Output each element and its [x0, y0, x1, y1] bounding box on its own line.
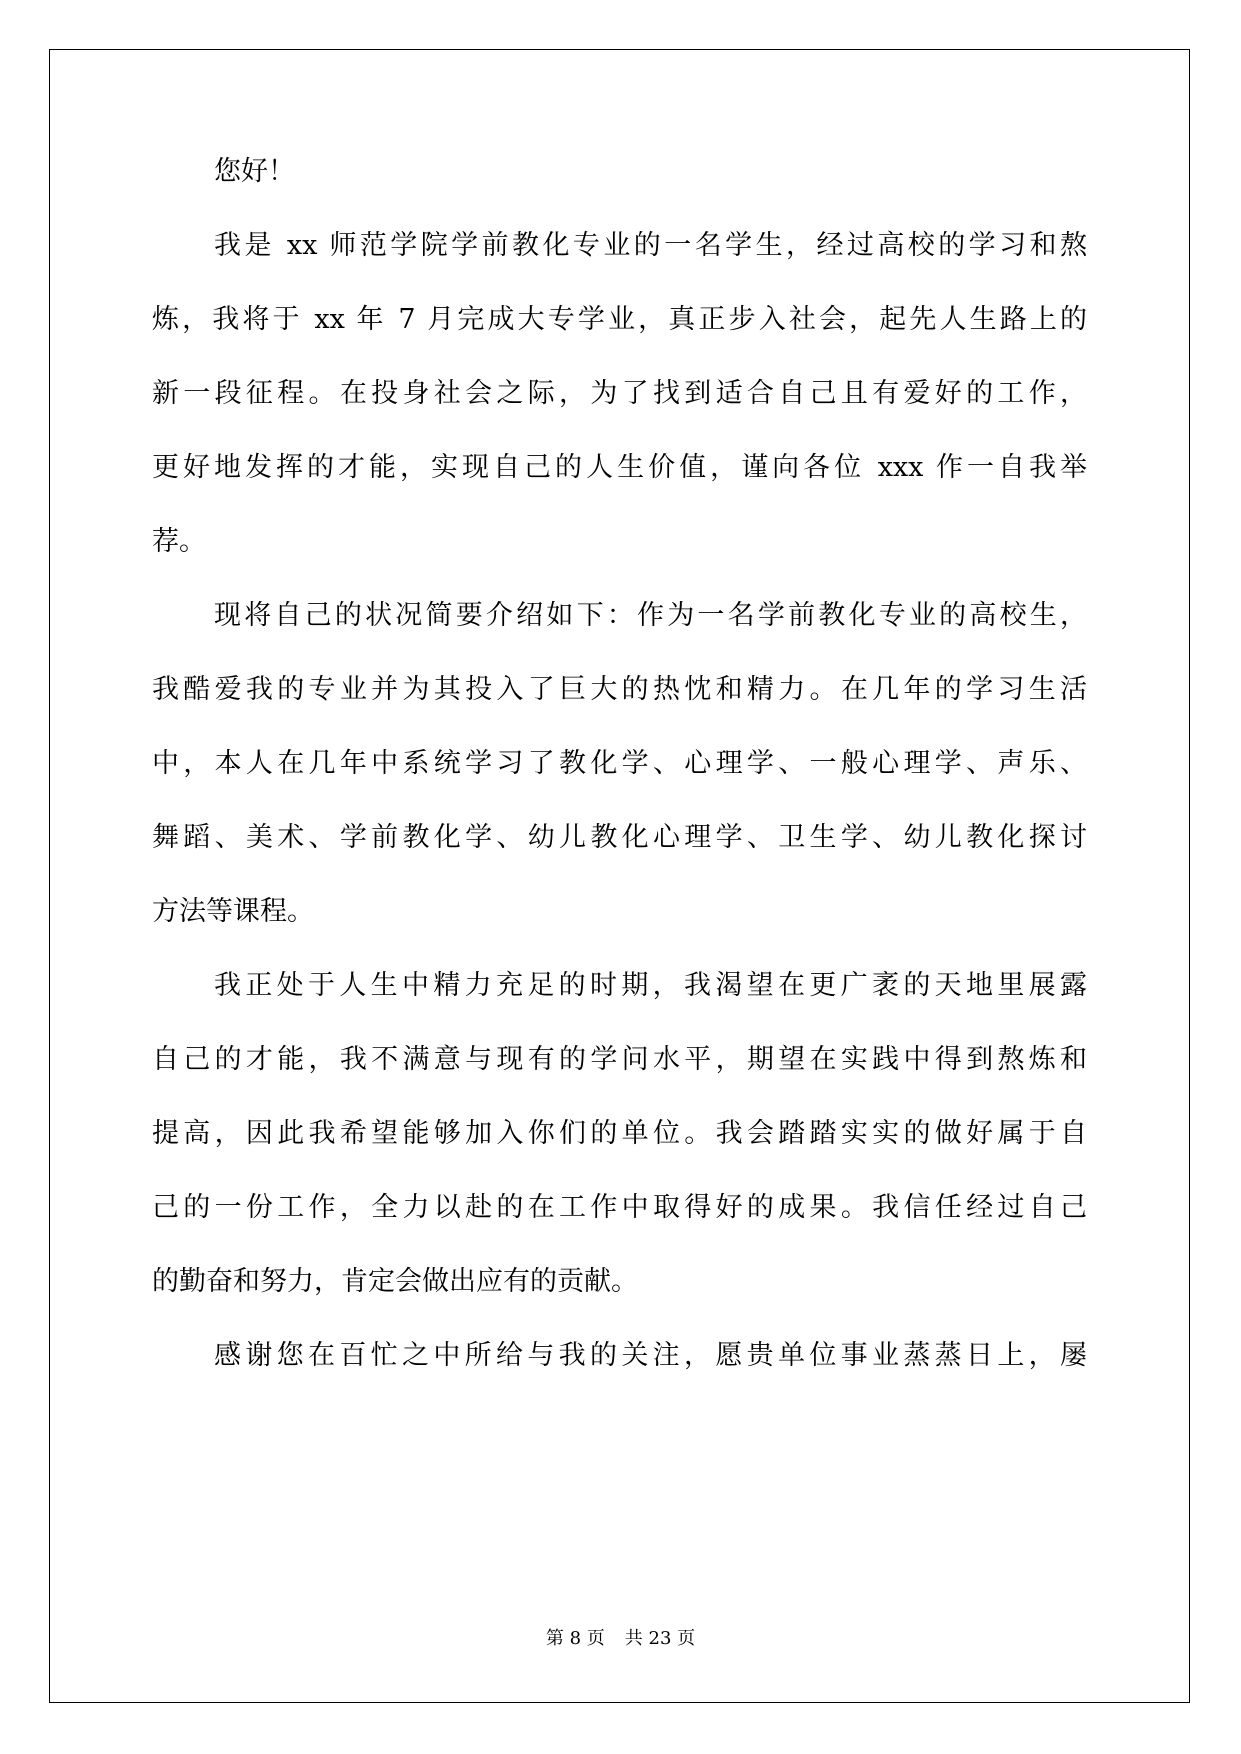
paragraph-2-line-4: 舞蹈、美术、学前教化学、幼儿教化心理学、卫生学、幼儿教化探讨 — [152, 822, 1087, 853]
page-border — [49, 49, 1190, 1703]
paragraph-4-line-1: 感谢您在百忙之中所给与我的关注，愿贵单位事业蒸蒸日上，屡 — [214, 1340, 1087, 1371]
page-number: 第 8 页 — [545, 1628, 605, 1649]
paragraph-2-line-1: 现将自己的状况简要介绍如下：作为一名学前教化专业的高校生， — [214, 600, 1087, 631]
paragraph-1-line-4: 更好地发挥的才能，实现自己的人生价值，谨向各位 xxx 作一自我举 — [152, 452, 1087, 483]
paragraph-3-line-1: 我正处于人生中精力充足的时期，我渴望在更广袤的天地里展露 — [214, 970, 1087, 1001]
paragraph-2-line-2: 我酷爱我的专业并为其投入了巨大的热忱和精力。在几年的学习生活 — [152, 674, 1087, 705]
paragraph-1-line-5: 荐。 — [152, 526, 206, 557]
paragraph-2-line-5: 方法等课程。 — [152, 896, 314, 927]
page-footer — [0, 1627, 1241, 1651]
paragraph-3-line-4: 己的一份工作，全力以赴的在工作中取得好的成果。我信任经过自己 — [152, 1192, 1087, 1223]
page-total: 共 23 页 — [624, 1628, 696, 1649]
paragraph-3-line-2: 自己的才能，我不满意与现有的学问水平，期望在实践中得到熬炼和 — [152, 1044, 1087, 1075]
paragraph-3-line-5: 的勤奋和努力，肯定会做出应有的贡献。 — [152, 1266, 638, 1297]
paragraph-3-line-3: 提高，因此我希望能够加入你们的单位。我会踏踏实实的做好属于自 — [152, 1118, 1087, 1149]
paragraph-1-line-1: 我是 xx 师范学院学前教化专业的一名学生，经过高校的学习和熬 — [214, 230, 1087, 261]
greeting-line: 您好！ — [214, 156, 295, 187]
paragraph-1-line-2: 炼，我将于 xx 年 7 月完成大专学业，真正步入社会，起先人生路上的 — [152, 304, 1087, 335]
paragraph-2-line-3: 中，本人在几年中系统学习了教化学、心理学、一般心理学、声乐、 — [152, 748, 1087, 779]
paragraph-1-line-3: 新一段征程。在投身社会之际，为了找到适合自己且有爱好的工作， — [152, 378, 1087, 409]
